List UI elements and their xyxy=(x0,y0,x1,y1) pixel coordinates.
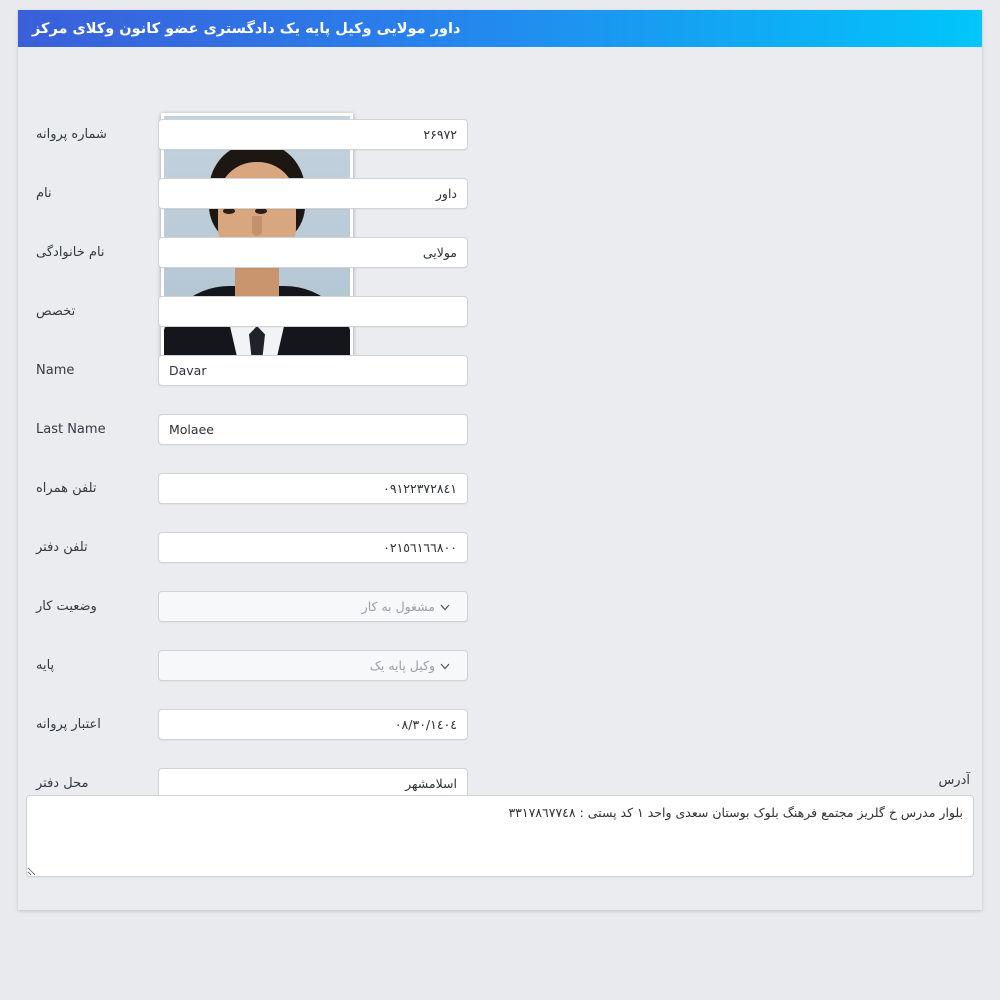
label-work-status: وضعیت کار xyxy=(36,599,97,614)
address-field-wrapper xyxy=(26,795,974,877)
label-last-name-en: Last Name xyxy=(36,422,106,437)
field-row-first-name-en xyxy=(18,341,982,400)
select-work-status-value: مشغول به کار xyxy=(361,599,435,614)
chevron-down-icon xyxy=(439,601,451,613)
input-office-phone[interactable] xyxy=(158,532,468,563)
input-last-name-en[interactable] xyxy=(158,414,468,445)
label-mobile-phone: تلفن همراه xyxy=(36,481,97,496)
input-first-name-en[interactable] xyxy=(158,355,468,386)
field-row-specialty xyxy=(18,282,982,341)
label-address: آدرس xyxy=(938,773,970,788)
label-rank: پایه xyxy=(36,658,55,673)
input-specialty[interactable] xyxy=(158,296,468,327)
profile-form xyxy=(18,105,982,813)
field-row-mobile-phone xyxy=(18,459,982,518)
input-address[interactable] xyxy=(26,795,974,877)
field-row-first-name-fa xyxy=(18,164,982,223)
window-title: داور مولایی وکیل پایه یک دادگستری عضو کانون وکلای مرکز xyxy=(32,20,461,37)
field-row-office-phone xyxy=(18,518,982,577)
label-license-number: شماره پروانه xyxy=(36,127,107,142)
card-body xyxy=(18,47,982,910)
label-office-phone: تلفن دفتر xyxy=(36,540,88,555)
label-office-city: محل دفتر xyxy=(36,776,89,791)
lawyer-profile-card xyxy=(18,10,982,910)
input-license-expiry[interactable] xyxy=(158,709,468,740)
field-row-work-status xyxy=(18,577,982,636)
select-rank-value: وکیل پایه یک xyxy=(369,658,435,673)
field-row-license-number xyxy=(18,105,982,164)
input-license-number[interactable] xyxy=(158,119,468,150)
label-first-name-fa: نام xyxy=(36,186,52,201)
label-license-expiry: اعتبار پروانه xyxy=(36,717,101,732)
field-row-rank xyxy=(18,636,982,695)
chevron-down-icon xyxy=(439,660,451,672)
input-last-name-fa[interactable] xyxy=(158,237,468,268)
select-work-status[interactable] xyxy=(158,591,468,622)
label-first-name-en: Name xyxy=(36,363,75,378)
label-specialty: تخصص xyxy=(36,304,76,319)
field-row-license-expiry xyxy=(18,695,982,754)
label-last-name-fa: نام خانوادگی xyxy=(36,245,105,260)
select-rank[interactable] xyxy=(158,650,468,681)
field-row-last-name-fa xyxy=(18,223,982,282)
input-mobile-phone[interactable] xyxy=(158,473,468,504)
input-first-name-fa[interactable] xyxy=(158,178,468,209)
field-row-last-name-en xyxy=(18,400,982,459)
window-titlebar xyxy=(18,10,982,47)
